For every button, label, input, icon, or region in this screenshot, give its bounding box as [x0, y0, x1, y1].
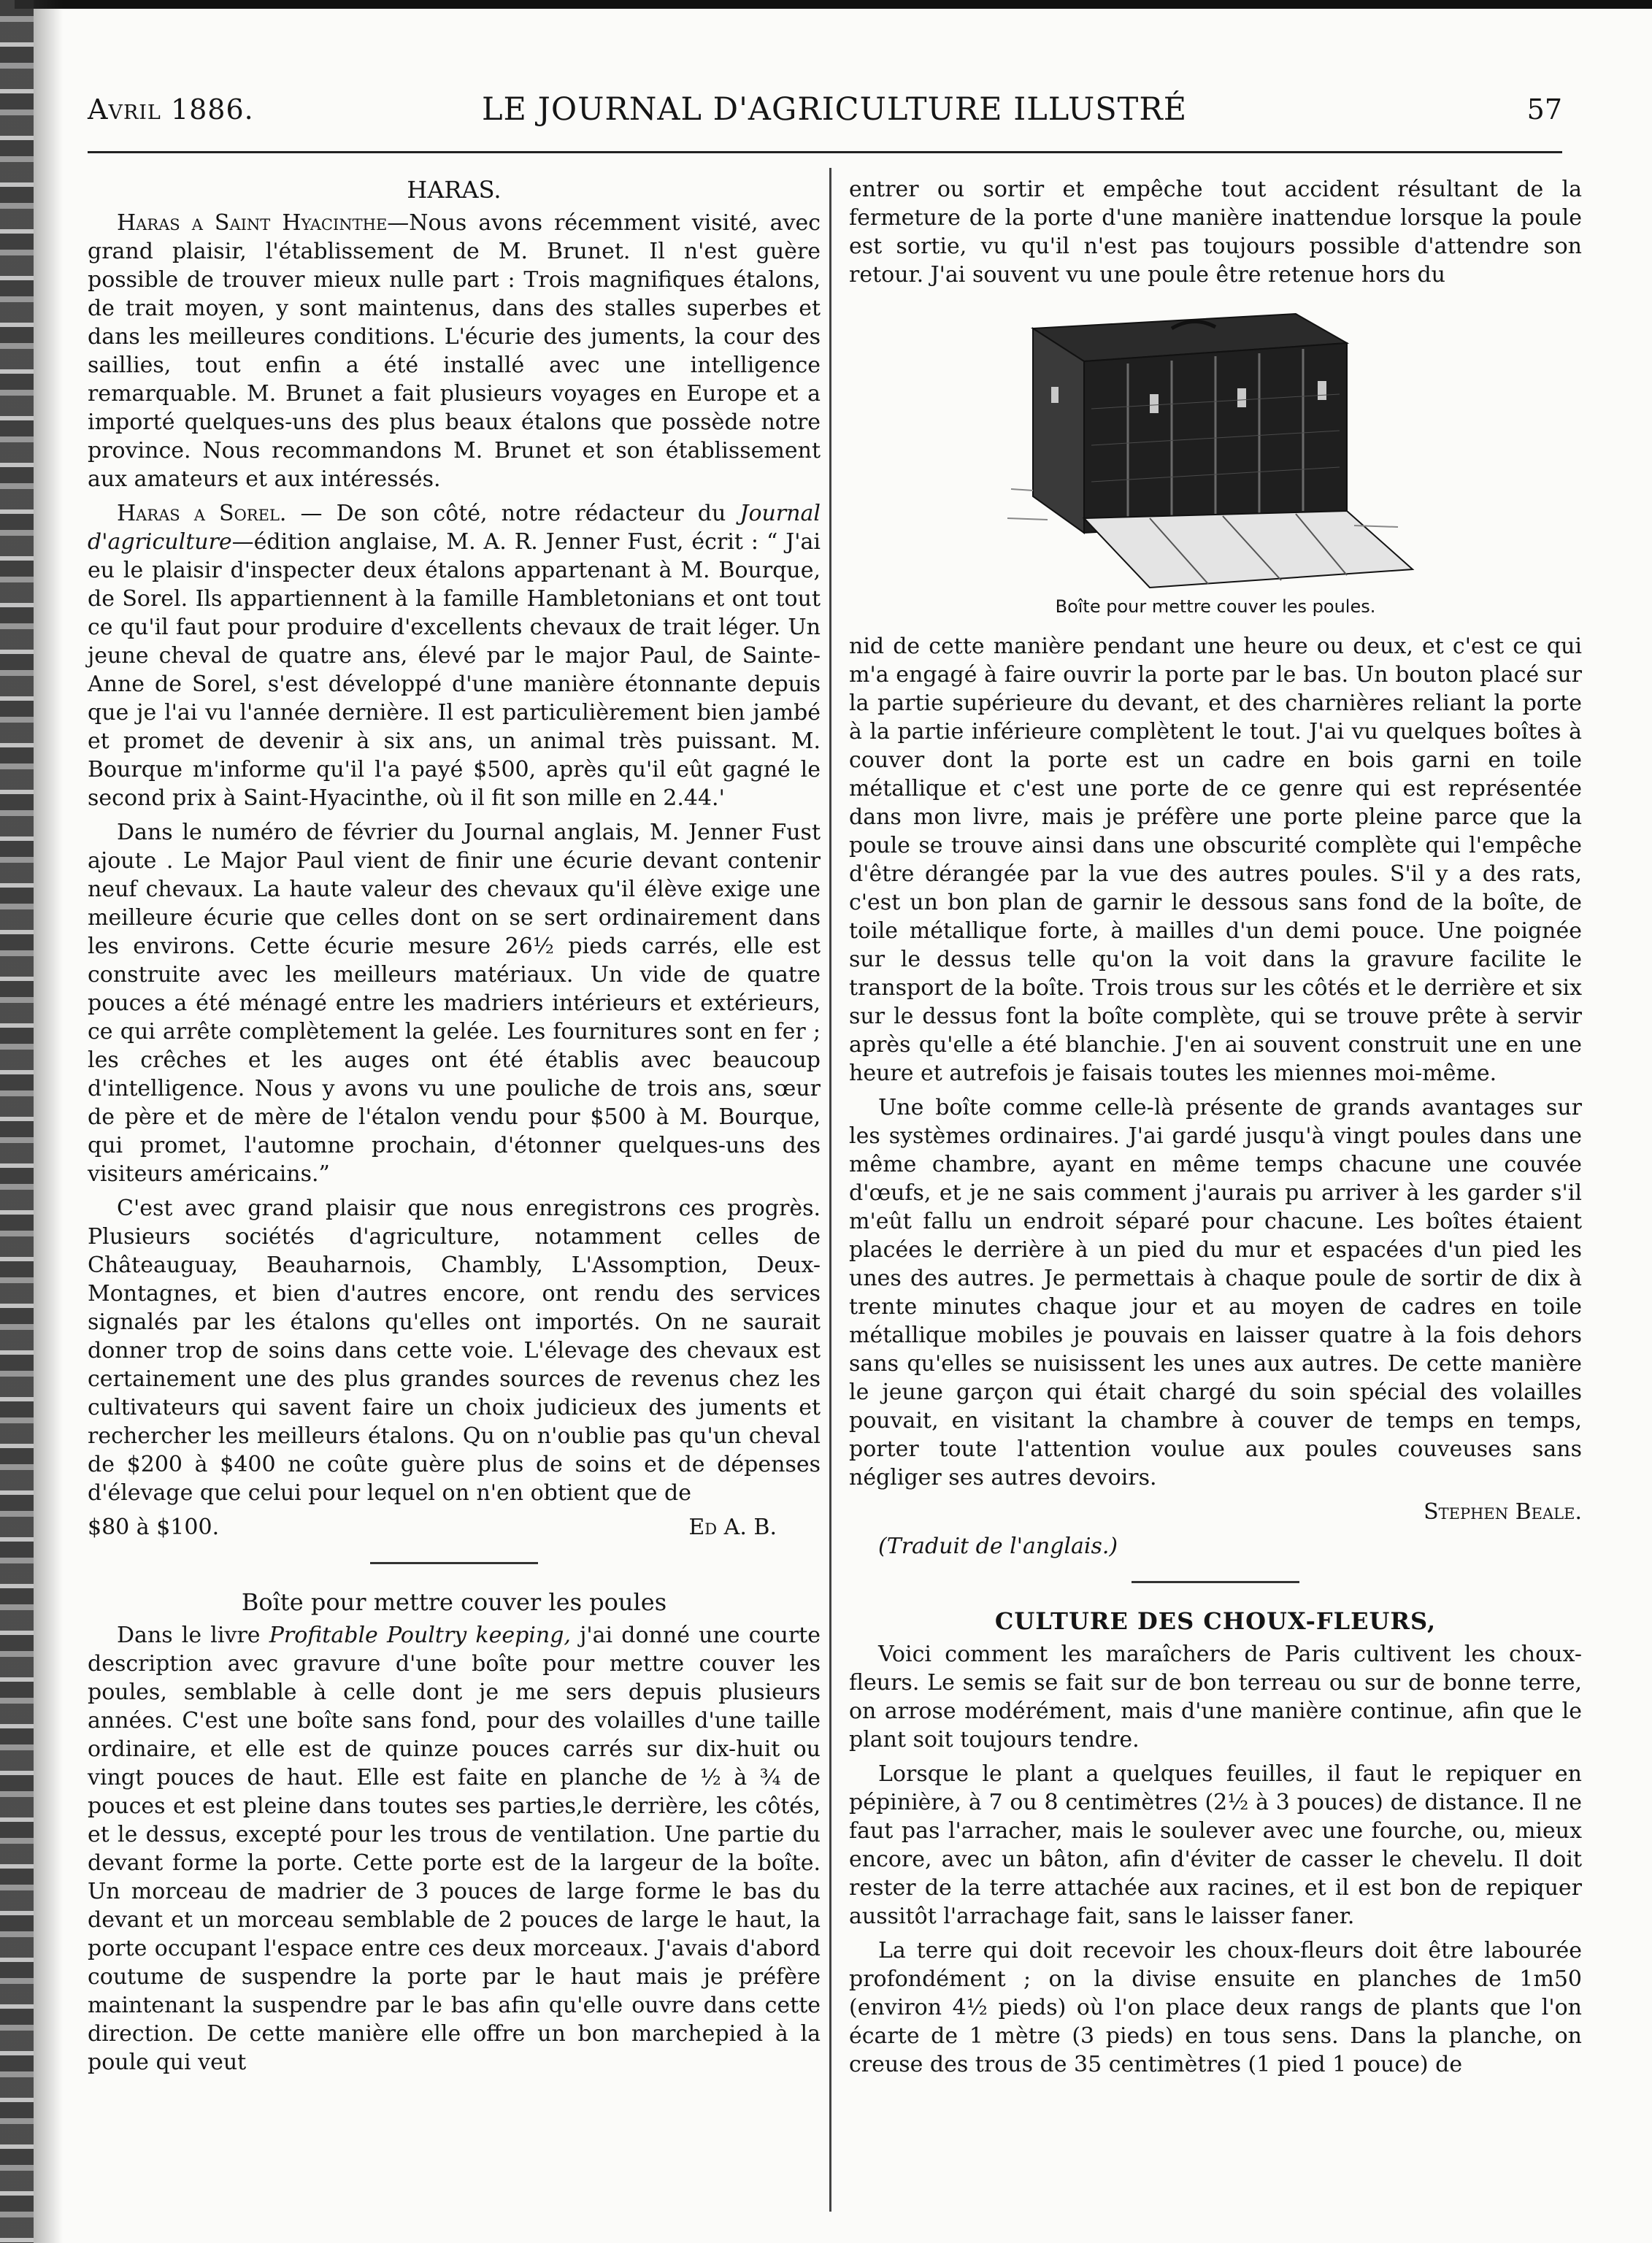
culture-paragraph-2: Lorsque le plant a quelques feuilles, il faut le repiquer en pépinière, à 7 ou 8 centimètres (2½ à 3 pouces) de distance. Il ne faut pas l'arracher, mais le soulever avec une fourche, ou, mieux encore, avec un bâton, afin d'éviter de casser le chevelu. Il doit rester de la terre attachée aux racines, et il est bon de repiquer aussitôt l'arrachage fait, sans le laisser faner. — [849, 1761, 1582, 1929]
journal-name-italic: Journal d'agriculture — [88, 501, 821, 555]
haras-heading: HARAS. — [407, 176, 502, 204]
page-number: 57 — [1526, 93, 1562, 126]
haras-p1-text: —Nous avons récemment visité, avec grand plaisir, l'établissement de M. Brunet. Il n'est guère possible de trouver mieux nulle part : Trois magnifiques étalons, de trait moyen, y sont maintenus, dans des stalles superbes et dans les meilleures conditions. L'écurie des juments, la cour des saillies, tout enfin a été installé avec une intelligence remarquable. M. Brunet a fait plusieurs voyages en Europe et a importé quelques-uns des plus beaux étalons que possède notre province. Nous recommandons M. Brunet et son établissement aux amateurs et aux intéressés. — [88, 210, 821, 492]
translation-note: (Traduit de l'anglais.) — [878, 1534, 1118, 1559]
boite-heading: Boîte pour mettre couver les poules — [241, 1588, 667, 1616]
haras-closing-line — [88, 1513, 821, 1542]
haras-paragraph-4: C'est avec grand plaisir que nous enregistrons ces progrès. Plusieurs sociétés d'agriculture, notamment celles de Châteauguay, Beauharnois, Chambly, L'Assomption, Deux-Montagnes, et bien d'autres encore, ont rendu des services signalés par les étalons qu'elles ont importés. On ne saurait donner trop de soins dans cette voie. L'élevage des chevaux est certainement une des plus grandes sources de revenus chez les cultivateurs qui savent faire un choix judicieux des juments et rechercher les meilleurs étalons. Qu on n'oublie pas qu'un cheval de $200 à $400 ne coûte guère plus de soins et de dépenses d'élevage que celui pour lequel on n'en obtient que de — [88, 1196, 821, 1506]
running-header — [88, 88, 1562, 131]
book-title-italic: Profitable Poultry keeping, — [269, 1623, 571, 1648]
left-column — [88, 175, 821, 2082]
haras-p4-last: $80 à $100. — [88, 1515, 220, 1540]
boite-paragraph-2: nid de cette manière pendant une heure ou deux, et c'est ce qui m'a engagé à faire ouvrir la porte par le bas. Un bouton placé sur la partie supérieure du devant, et des charnières reliant la porte à la partie inférieure complètent le tout. J'ai vu quelques boîtes à couver dont la porte est un cadre en bois garni en toile métallique et c'est une porte de ce genre qui est représentée dans mon livre, mais je préfère une porte pleine parce que la poule se trouve ainsi dans une obscurité complète qui l'empêche d'être dérangée par la vue des autres poules. S'il y a des rats, c'est un bon plan de garnir le dessous sans fond de la boîte, de toile métallique forte, à mailles d'un demi pouce. Une poignée sur le dessus telle qu'on la voit dans la gravure facilite le transport de la boîte. Trois trous sur les côtés et le derrière et six sur le dessus font la boîte complète, qui se trouve prête à servir après qu'elle a été blanchie. J'en ai souvent construit une en une heure et autrefois je faisais toutes les miennes moi-même. — [849, 634, 1582, 1086]
section-separator-2 — [1132, 1581, 1299, 1583]
section-separator — [370, 1562, 538, 1564]
boite-paragraph-3: Une boîte comme celle-là présente de grands avantages sur les systèmes ordinaires. J'ai gardé jusqu'à vingt poules dans une même chambre, ayant en même temps chacune une couvée d'œufs, et je ne sais comment j'aurais pu arriver à les garder s'il m'eût fallu un endroit séparé pour chacune. Les boîtes étaient placées le derrière à un pied du mur et espacées d'un pied les unes des autres. Je permettais à chaque poule de sortir de dix à trente minutes chaque jour et au moyen de cadres en toile métallique mobiles je pouvais en laisser quatre à la fois dehors sans qu'elles se nuisissent les unes aux autres. De cette manière le jeune garçon qui était chargé du soin spécial des volailles pouvait, en visitant la chambre à couver de temps en temps, porter toute l'attention voulue aux poules couveuses sans négliger ses autres devoirs. — [849, 1095, 1582, 1490]
boite-signature: Stephen Beale. — [1424, 1499, 1582, 1525]
book-binding-spine — [0, 0, 34, 2243]
culture-paragraph-1: Voici comment les maraîchers de Paris cultivent les choux-fleurs. Le semis se fait sur de bon terreau ou sur de bonne terre, on arrose modérément, mais d'une manière continue, afin que le plant soit toujours tendre. — [849, 1642, 1582, 1753]
haras-paragraph-3: Dans le numéro de février du Journal anglais, M. Jenner Fust ajoute . Le Major Paul vient de finir une écurie devant contenir neuf chevaux. La haute valeur des chevaux qu'il élève exige une meilleure écurie que celles dont on se sert ordinairement dans les environs. Cette écurie mesure 26½ pieds carrés, elle est construite avec les meilleurs matériaux. Un vide de quatre pouces a été ménagé entre les madriers intérieurs et extérieurs, ce qui arrête complètement la gelée. Les fournitures sont en fer ; les crêches et les auges ont été établis avec beaucoup d'intelligence. Nous y avons vu une pouliche de trois ans, sœur de père et de mère de l'étalon vendu pour $500 à M. Bourque, qui promet, l'automne prochain, d'étonner quelques-uns des visiteurs américains.” — [88, 820, 821, 1187]
header-rule — [88, 151, 1562, 153]
haras-signature: Ed A. B. — [688, 1515, 777, 1540]
haras-p2-text-b: —édition anglaise, M. A. R. Jenner Fust, écrit : “ J'ai eu le plaisir d'inspecter deux étalons appartenant à M. Bourque, de Sorel. Ils appartiennent à la famille Hambletonians et ont tout ce qu'il faut pour produire d'excellents chevaux de trait léger. Un jeune cheval de quatre ans, élevé par le major Paul, de Sainte-Anne de Sorel, s'est développé d'une manière étonnante depuis que je l'ai vu l'année dernière. Il est particulièrement bien jambé et promet de devenir à six ans, un animal très puissant. M. Bourque m'informe qu'il l'a payé $500, après qu'il eût gagné le second prix à Saint-Hyacinthe, où il fit son mille en 2.44.' — [88, 529, 821, 811]
journal-title: LE JOURNAL D'AGRICULTURE ILLUSTRÉ — [482, 91, 1188, 128]
boite-paragraph-1-continued: entrer ou sortir et empêche tout accident résultant de la fermeture de la porte d'une manière inattendue lorsque la poule est sortie, vu qu'il n'est pas toujours possible d'attendre son retour. J'ai souvent vu une poule être retenue hors du — [849, 177, 1582, 288]
binding-shadow — [34, 0, 63, 2243]
header-date: Avril 1886. — [88, 93, 254, 126]
top-border-rule — [15, 0, 1652, 9]
brooding-box-engraving — [1004, 299, 1427, 591]
boite-p1-a: Dans le livre — [117, 1623, 269, 1648]
figure-caption: Boîte pour mettre couver les poules. — [1055, 596, 1376, 617]
haras-sorel-lead: Haras a Sorel. — [117, 501, 287, 526]
brooding-box-figure — [849, 299, 1582, 618]
boite-p1-b: j'ai donné une courte description avec gravure d'une boîte pour mettre couver les poules, semblable à celle dont je me sers depuis plusieurs années. C'est une boîte sans fond, pour des volailles d'une taille ordinaire, et elle est de quinze pouces carrés sur dix-huit ou vingt pouces de haut. Elle est faite en planche de ½ à ¾ de pouces et est pleine dans toutes ses parties,le derrière, les côtés, et le dessus, excepté pour les trous de ventilation. Une partie du devant forme la porte. Cette porte est de la largeur de la boîte. Un morceau de madrier de 3 pouces de large forme le bas du devant et un morceau semblable de 2 pouces de large le haut, la porte occupant l'espace entre ces deux morceaux. J'avais d'abord coutume de suspendre la porte par le haut mais je préfère maintenant la suspendre par le bas afin qu'elle ouvre dans cette direction. De cette manière elle offre un bon marchepied à la poule qui veut — [88, 1623, 821, 2075]
haras-st-hyacinthe-lead: Haras a Saint Hyacinthe — [117, 210, 388, 236]
haras-paragraph-1 — [88, 209, 821, 493]
column-divider — [829, 168, 831, 2212]
boite-paragraph-1 — [88, 1621, 821, 2077]
haras-p2-text-a: — De son côté, notre rédacteur du — [286, 501, 740, 526]
haras-paragraph-2 — [88, 499, 821, 812]
right-column — [849, 175, 1582, 2085]
culture-paragraph-3: La terre qui doit recevoir les choux-fleurs doit être labourée profondément ; on la divise ensuite en planches de 1m50 (environ 4½ pieds) où l'on place deux rangs de plants que l'on écarte de 1 mètre (3 pieds) en tous sens. Dans la planche, on creuse des trous de 35 centimètres (1 pied 1 pouce) de — [849, 1938, 1582, 2077]
culture-heading: CULTURE DES CHOUX-FLEURS, — [994, 1607, 1437, 1635]
